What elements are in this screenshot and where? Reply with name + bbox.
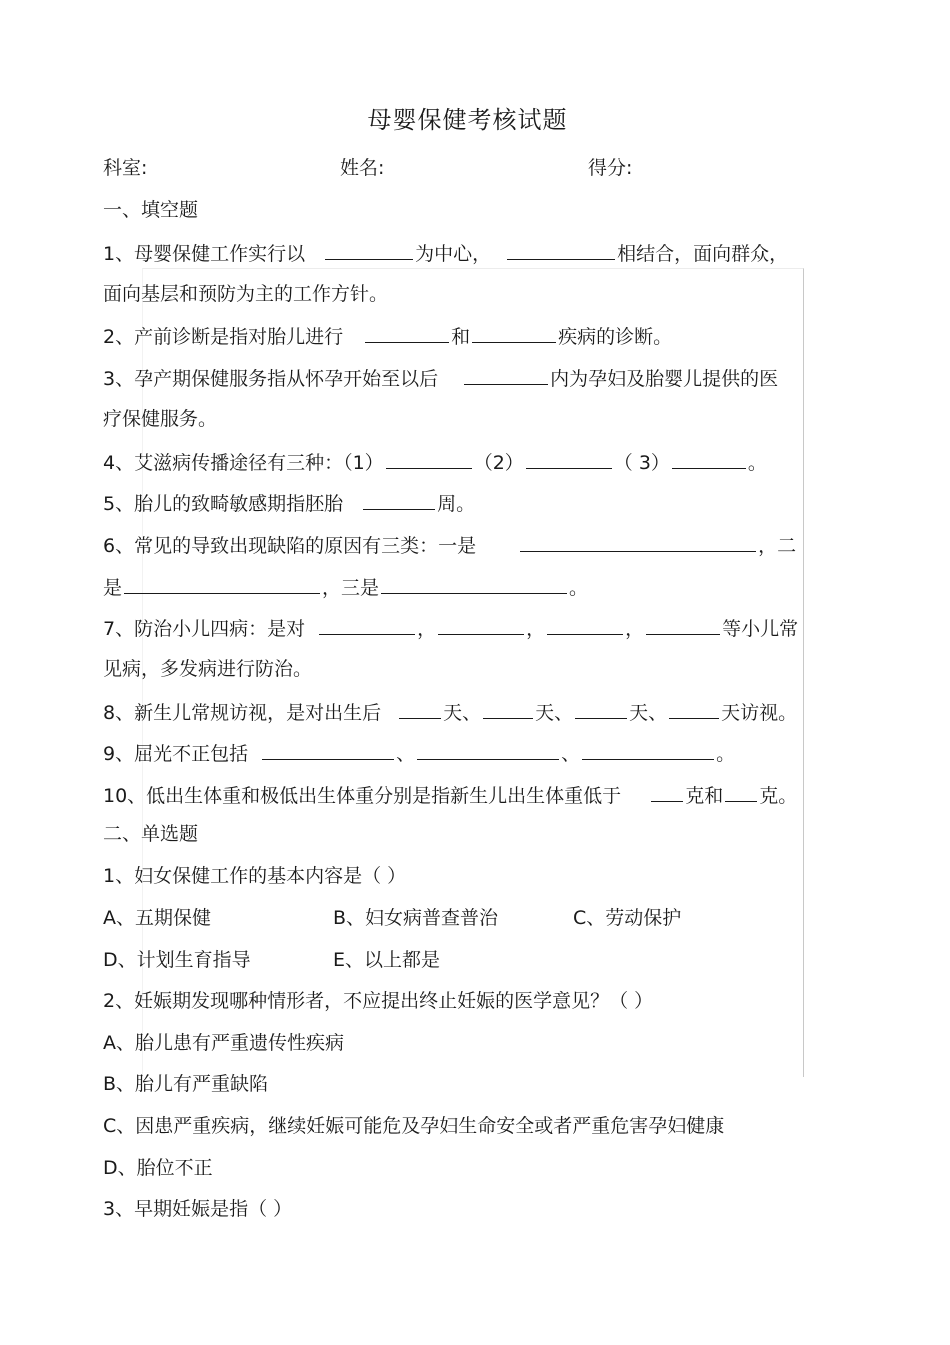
mc-2-option-a[interactable]: A、胎儿患有严重遗传性疾病	[103, 1032, 344, 1054]
mc-question-2: 2、妊娠期发现哪种情形者，不应提出终止妊娠的医学意见？（ ）	[103, 990, 654, 1012]
question-3-cont: 疗保健服务。	[103, 408, 218, 430]
answer-blank[interactable]	[669, 698, 719, 719]
mc-question-1: 1、妇女保健工作的基本内容是（ ）	[103, 865, 407, 887]
answer-blank[interactable]	[399, 698, 441, 719]
answer-blank[interactable]	[725, 781, 757, 802]
answer-blank[interactable]	[325, 239, 413, 260]
answer-blank[interactable]	[319, 614, 415, 635]
answer-blank[interactable]	[438, 614, 524, 635]
question-1: 1、母婴保健工作实行以 为中心， 相结合，面向群众，	[103, 239, 788, 267]
answer-blank[interactable]	[363, 489, 435, 510]
question-8: 8、新生儿常规访视，是对出生后 天、 天、 天、 天访视。	[103, 698, 797, 726]
answer-blank[interactable]	[365, 322, 449, 343]
answer-blank[interactable]	[472, 322, 556, 343]
mc-1-option-b[interactable]: B、妇女病普查普治	[333, 907, 499, 929]
section-heading-fill-blank: 一、填空题	[103, 199, 199, 221]
section-heading-single-choice: 二、单选题	[103, 823, 199, 845]
question-7-cont: 见病，多发病进行防治。	[103, 658, 313, 680]
answer-blank[interactable]	[124, 573, 320, 594]
answer-blank[interactable]	[417, 739, 559, 760]
page-title: 母婴保健考核试题	[367, 106, 568, 134]
question-1-cont: 面向基层和预防为主的工作方针。	[103, 283, 389, 305]
answer-blank[interactable]	[651, 781, 683, 802]
mc-1-option-e[interactable]: E、以上都是	[333, 949, 441, 971]
question-5: 5、胎儿的致畸敏感期指胚胎 周。	[103, 489, 475, 517]
question-10: 10、低出生体重和极低出生体重分别是指新生儿出生体重低于 克和 克。	[103, 781, 797, 809]
name-label: 姓名:	[340, 157, 385, 179]
answer-blank[interactable]	[582, 739, 714, 760]
answer-blank[interactable]	[520, 531, 756, 552]
question-2: 2、产前诊断是指对胎儿进行 和 疾病的诊断。	[103, 322, 672, 350]
mc-1-option-c[interactable]: C、劳动保护	[573, 907, 682, 929]
answer-blank[interactable]	[386, 448, 472, 469]
answer-blank[interactable]	[507, 239, 615, 260]
score-label: 得分:	[588, 157, 633, 179]
answer-blank[interactable]	[547, 614, 623, 635]
mc-2-option-d[interactable]: D、胎位不正	[103, 1157, 213, 1179]
question-6-cont: 是 ，三是 。	[103, 573, 588, 601]
mc-2-option-c[interactable]: C、因患严重疾病，继续妊娠可能危及孕妇生命安全或者严重危害孕妇健康	[103, 1115, 725, 1137]
answer-blank[interactable]	[575, 698, 627, 719]
question-9: 9、屈光不正包括 、 、 。	[103, 739, 735, 767]
answer-blank[interactable]	[483, 698, 533, 719]
answer-blank[interactable]	[262, 739, 394, 760]
mc-question-3: 3、早期妊娠是指（ ）	[103, 1198, 293, 1220]
header-fields	[0, 155, 935, 181]
answer-blank[interactable]	[464, 364, 548, 385]
dept-label: 科室:	[103, 157, 148, 179]
question-3: 3、孕产期保健服务指从怀孕开始至以后 内为孕妇及胎婴儿提供的医	[103, 364, 778, 392]
question-7: 7、防治小儿四病：是对 ， ， ， 等小儿常	[103, 614, 798, 642]
answer-blank[interactable]	[646, 614, 720, 635]
mc-1-option-a[interactable]: A、五期保健	[103, 907, 211, 929]
question-6: 6、常见的导致出现缺陷的原因有三类：一是 ，二	[103, 531, 796, 559]
answer-blank[interactable]	[672, 448, 746, 469]
question-4: 4、艾滋病传播途径有三种：（1） （2） （ 3） 。	[103, 448, 767, 476]
mc-2-option-b[interactable]: B、胎儿有严重缺陷	[103, 1073, 269, 1095]
answer-blank[interactable]	[381, 573, 567, 594]
answer-blank[interactable]	[526, 448, 612, 469]
mc-1-option-d[interactable]: D、计划生育指导	[103, 949, 251, 971]
